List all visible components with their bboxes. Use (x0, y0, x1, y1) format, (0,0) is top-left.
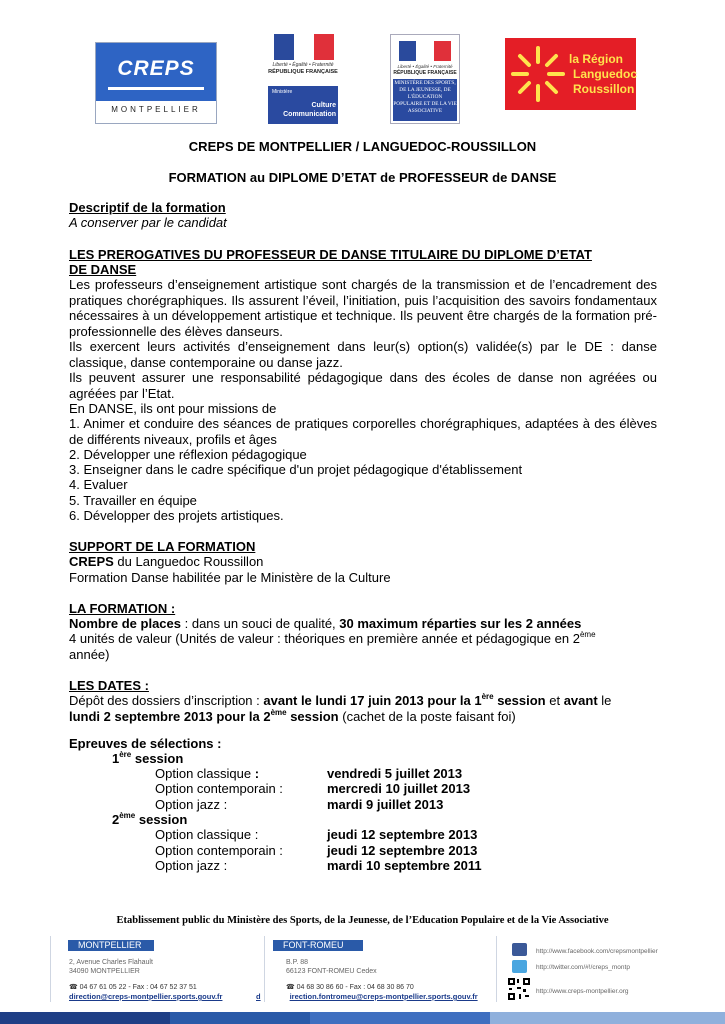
support-line-1: CREPS du Languedoc Roussillon (69, 554, 264, 569)
prerogatives-paragraph-4: En DANSE, ils ont pour missions de (69, 401, 277, 416)
session-option-date: vendredi 5 juillet 2013 (327, 766, 463, 781)
session-2-heading: 2ème session (112, 811, 188, 827)
descriptif-title: Descriptif de la formation (69, 200, 226, 215)
footer-title: Etablissement public du Ministère des Sports, de la Jeunesse, de l’Education Populaire et de la Vie Associative (116, 915, 609, 926)
ministere-motto: Liberté • Égalité • Fraternité (397, 64, 453, 69)
session-option-date: mardi 9 juillet 2013 (327, 797, 444, 812)
footer-tab-montpellier: MONTPELLIER (68, 940, 154, 951)
formation-title: LA FORMATION : (69, 601, 176, 616)
prerogatives-paragraph-3: Ils peuvent assurer une responsabilité pédagogique dans des écoles de danse non agréées ou agréées par l’Etat. (69, 370, 657, 401)
ministere-rf: RÉPUBLIQUE FRANÇAISE (393, 70, 457, 76)
region-logo (505, 38, 636, 110)
heading-creps: CREPS DE MONTPELLIER / LANGUEDOC-ROUSSILLON (188, 139, 537, 154)
culture-logo-communication: Communication (283, 111, 336, 118)
twitter-icon[interactable] (512, 960, 527, 973)
session-option-label: Option classique : (155, 766, 260, 781)
footer-fr-address-1: B.P. 88 (286, 959, 309, 966)
prerogatives-paragraph-2: Ils exercent leurs activités d’enseignement dans leur(s) option(s) validée(s) par le DE : danse classique, danse contemporaine ou danse jazz. (69, 339, 657, 370)
session-option-label: Option contemporain : (155, 781, 283, 796)
footer-mtp-phone: ☎ 04 67 61 05 22 - Fax : 04 67 52 37 51 (69, 984, 197, 991)
mission-item: 3. Enseigner dans le cadre spécifique d'un projet pédagogique d'établissement (69, 462, 523, 477)
session-option-date: jeudi 12 septembre 2013 (327, 843, 478, 858)
footer-fr-phone: ☎ 04 68 30 86 60 - Fax : 04 68 30 86 70 (286, 984, 414, 991)
session-option-date: jeudi 12 septembre 2013 (327, 827, 478, 842)
dates-line-1: Dépôt des dossiers d’inscription : avant le lundi 17 juin 2013 pour la 1ère session et avant le (69, 692, 612, 708)
formation-places: Nombre de places : dans un souci de qualité, 30 maximum réparties sur les 2 années (69, 616, 582, 631)
prerogatives-title-2: DE DANSE (69, 262, 137, 277)
region-logo-line3: Roussillon (573, 82, 635, 96)
culture-logo (268, 86, 338, 124)
session-option-label: Option jazz : (155, 797, 228, 812)
region-logo-line1: la Région (569, 52, 624, 66)
footer-fr-email-link[interactable]: d irection.fontromeu@creps-montpellier.sports.gouv.fr (256, 992, 478, 1001)
culture-logo-culture: Culture (311, 102, 336, 109)
mission-item: 5. Travailler en équipe (69, 493, 197, 508)
mission-item: 2. Développer une réflexion pédagogique (69, 447, 307, 462)
footer-fr-address-2: 66123 FONT-ROMEU Cedex (286, 968, 377, 975)
qr-code-icon (507, 977, 531, 1001)
session-option-date: mercredi 10 juillet 2013 (327, 781, 471, 796)
region-sun-icon (509, 44, 567, 104)
session-option-label: Option contemporain : (155, 843, 283, 858)
prerogatives-paragraph-1: Les professeurs d’enseignement artistique sont chargés de la transmission et de l’encadrement des pratiques chorégraphiques. Ils assurent l’éveil, l’initiation, puis l’acquisition des savoirs fondamentaux nécessaires à un développement artistique et technique. Ils peuvent être chargés de la formation pré-professionnelle des élèves danseurs. (69, 277, 657, 339)
region-logo-line2: Languedoc (573, 67, 638, 81)
support-title: SUPPORT DE LA FORMATION (69, 539, 256, 554)
mission-item: 1. Animer et conduire des séances de pratiques corporelles chorégraphiques, adaptées à des élèves de différents niveaux, profils et âges (69, 416, 657, 447)
dates-line-2: lundi 2 septembre 2013 pour la 2ème session (cachet de la poste faisant foi) (69, 708, 516, 724)
formation-uv-end: année) (69, 647, 110, 662)
creps-logo (95, 42, 217, 124)
epreuves-title: Epreuves de sélections : (69, 736, 222, 751)
support-line-2: Formation Danse habilitée par le Ministère de la Culture (69, 570, 391, 585)
republique-name: RÉPUBLIQUE FRANÇAISE (268, 69, 338, 75)
session-option-date: mardi 10 septembre 2011 (327, 858, 482, 873)
footer-facebook-link[interactable]: http://www.facebook.com/crepsmontpellier (536, 948, 658, 955)
heading-formation: FORMATION au DIPLOME D’ETAT de PROFESSEUR de DANSE (168, 170, 557, 185)
dates-title: LES DATES : (69, 678, 149, 693)
prerogatives-title-1: LES PREROGATIVES DU PROFESSEUR DE DANSE TITULAIRE DU DIPLOME D’ETAT (69, 247, 592, 262)
formation-uv: 4 unités de valeur (Unités de valeur : théoriques en première année et pédagogique en 2ème (69, 630, 596, 646)
mission-item: 6. Développer des projets artistiques. (69, 508, 284, 523)
footer-tab-font-romeu: FONT-ROMEU (273, 940, 363, 951)
footer-mtp-email-link[interactable]: direction@creps-montpellier.sports.gouv.fr (69, 992, 223, 1001)
descriptif-subtitle: A conserver par le candidat (69, 215, 227, 230)
footer-mtp-address-2: 34090 MONTPELLIER (69, 968, 140, 975)
facebook-icon[interactable] (512, 943, 527, 956)
ministere-name: MINISTÈRE DES SPORTS, DE LA JEUNESSE, DE L'ÉDUCATION POPULAIRE ET DE LA VIE ASSOCIATIVE (393, 80, 457, 114)
republique-motto: Liberté • Égalité • Fraternité (272, 62, 334, 68)
session-option-label: Option jazz : (155, 858, 228, 873)
ministere-sports-logo (390, 34, 460, 124)
culture-logo-ministere: Ministère (272, 89, 293, 95)
republique-logo (268, 34, 338, 80)
mission-item: 4. Evaluer (69, 477, 128, 492)
footer-mtp-address-1: 2, Avenue Charles Flahault (69, 959, 153, 966)
footer-twitter-link[interactable]: http://twitter.com/#!/creps_montp (536, 964, 630, 971)
creps-logo-word: CREPS (117, 57, 195, 80)
footer-website-link[interactable]: http://www.creps-montpellier.org (536, 988, 629, 995)
session-1-heading: 1ère session (112, 750, 184, 766)
creps-logo-city: MONTPELLIER (111, 105, 201, 114)
session-option-label: Option classique : (155, 827, 259, 842)
